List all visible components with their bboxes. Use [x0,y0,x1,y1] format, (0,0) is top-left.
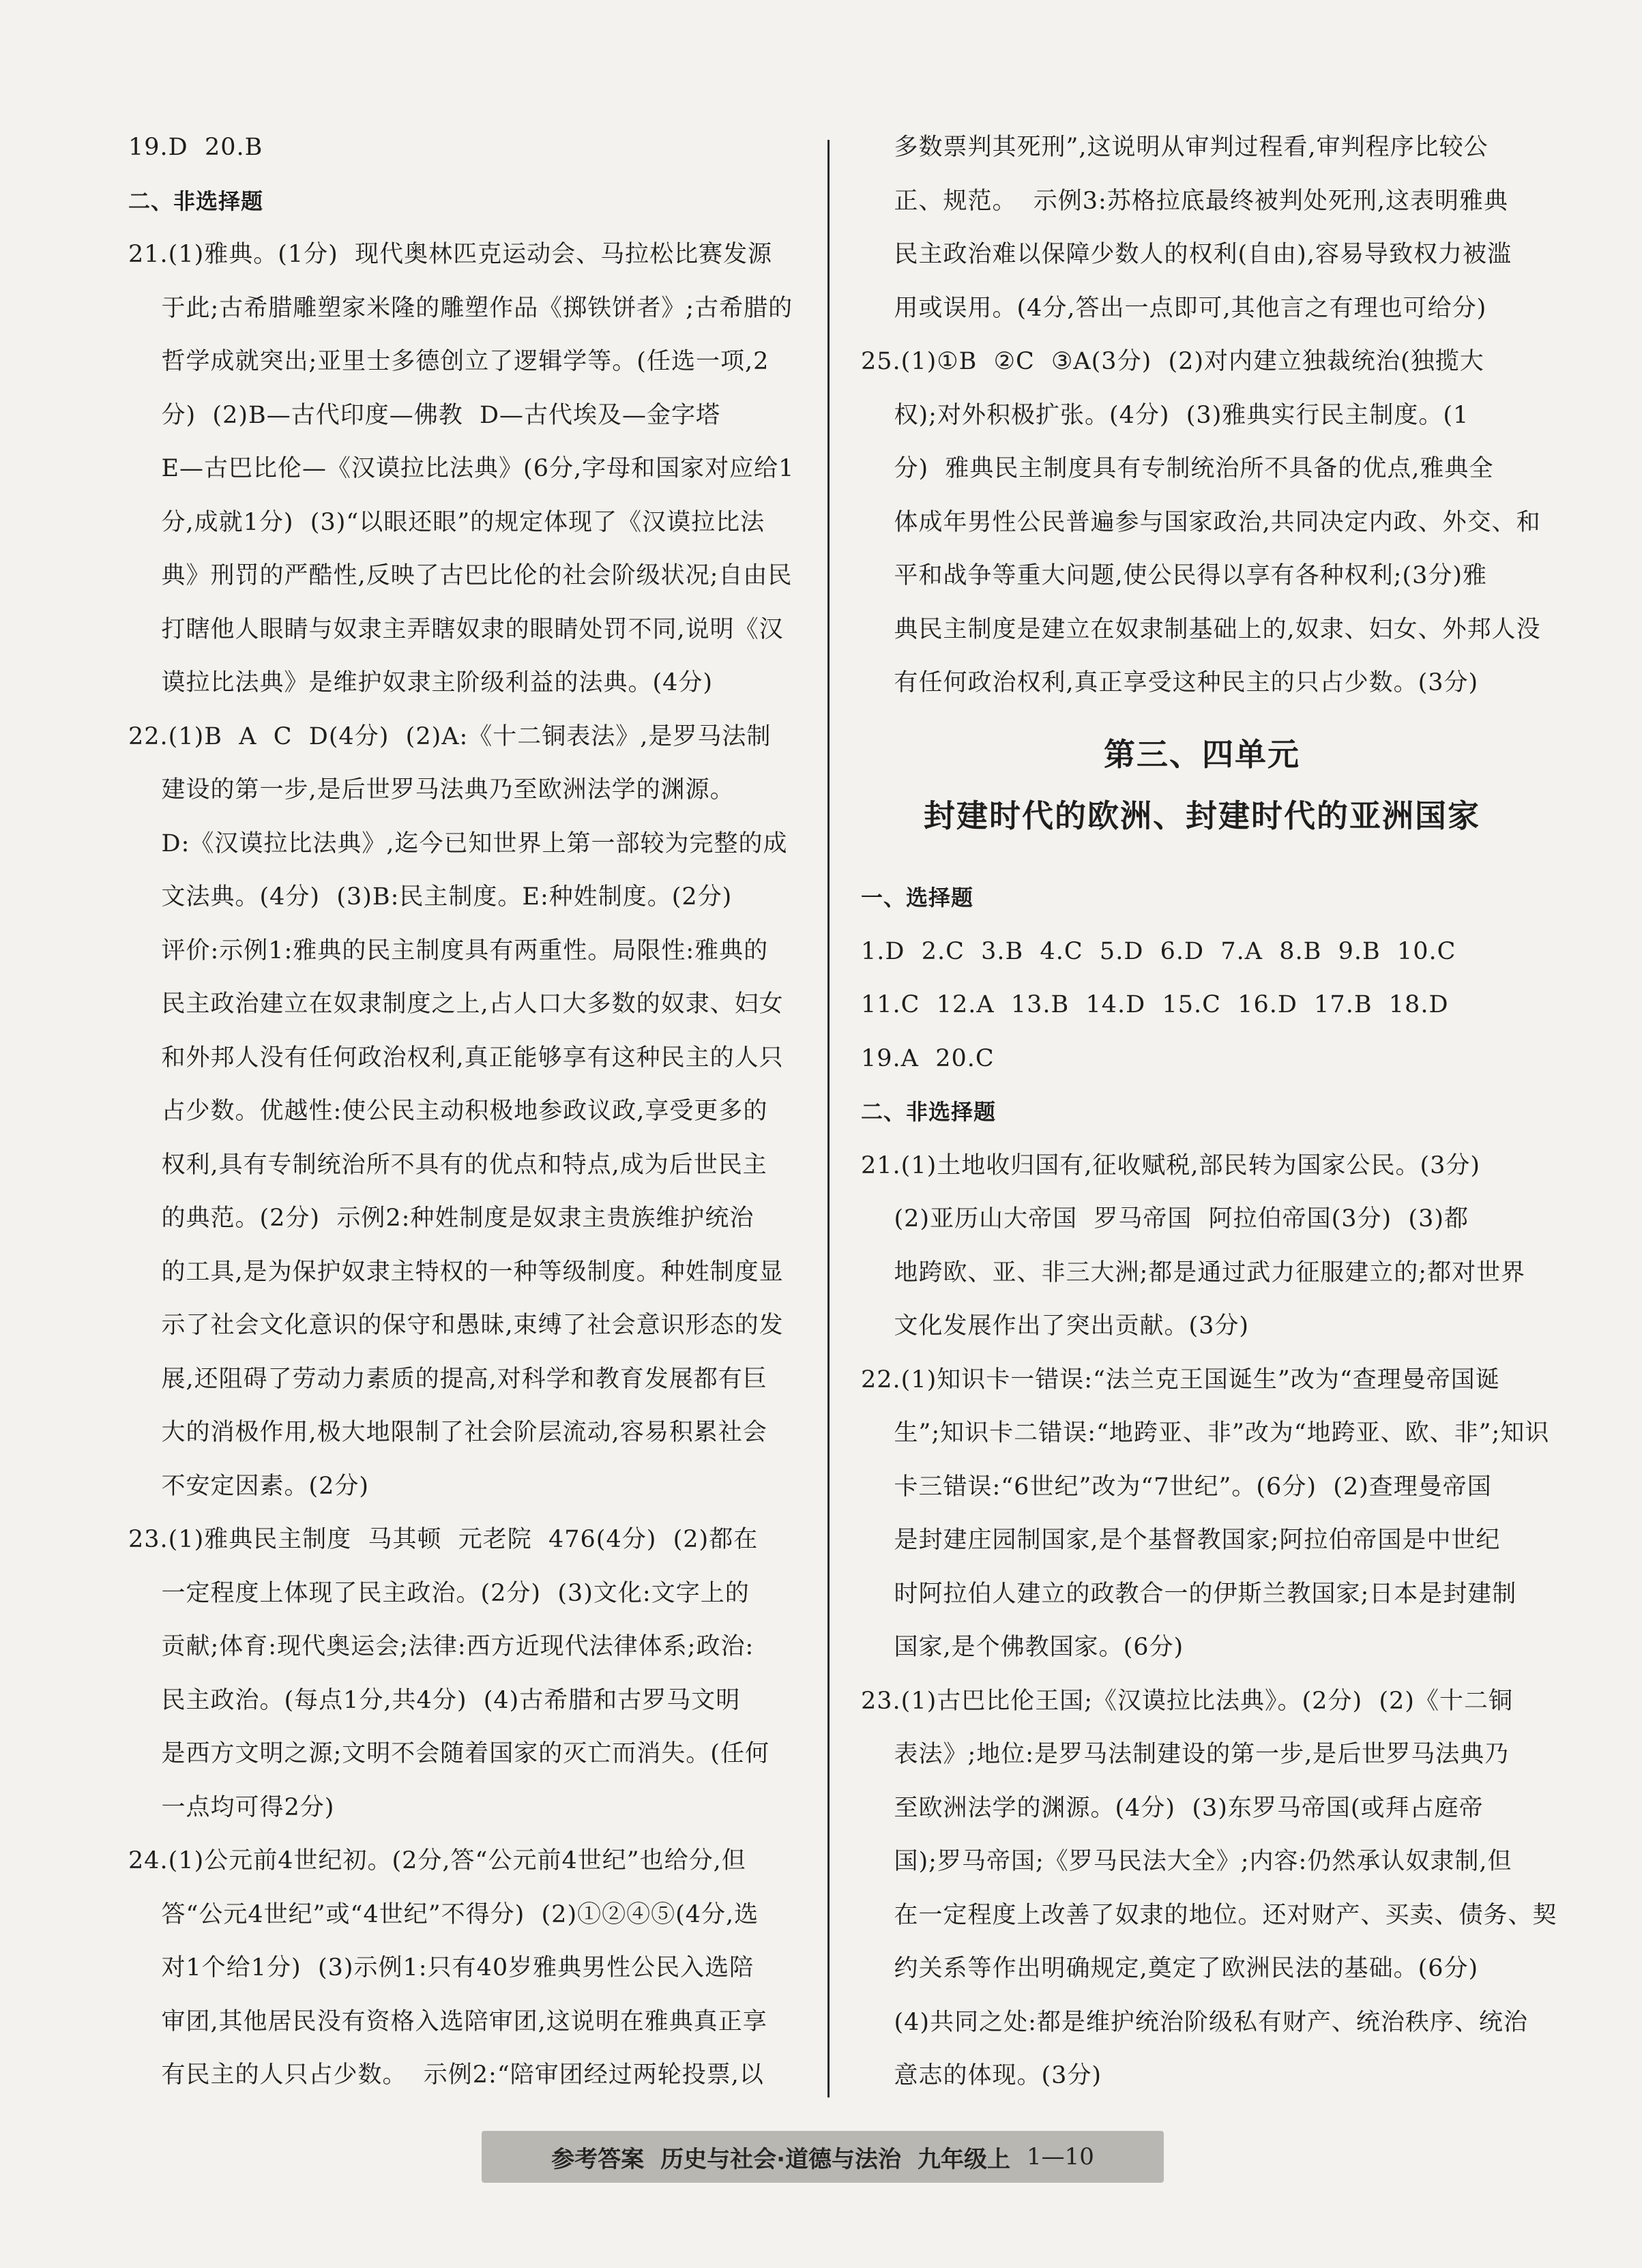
text-line: 民主政治。(每点1分,共4分) (4)古希腊和古罗马文明 [128,1686,741,1714]
text-line: 是封建庄园制国家,是个基督教国家;阿拉伯帝国是中世纪 [861,1527,1501,1554]
text-line: 谟拉比法典》是维护奴隶主阶级利益的法典。(4分) [128,669,714,696]
text-line: (4)共同之处:都是维护统治阶级私有财产、统治秩序、统治 [861,2008,1528,2036]
text-line: 文法典。(4分) (3)B:民主制度。E:种姓制度。(2分) [128,883,733,911]
text-line: 国);罗马帝国;《罗马民法大全》;内容:仍然承认奴隶制,但 [861,1848,1512,1875]
text-line: 一定程度上体现了民主政治。(2分) (3)文化:文字上的 [128,1579,750,1607]
text-line: 19.A 20.C [861,1044,995,1072]
text-line: 于此;古希腊雕塑家米隆的雕塑作品《掷铁饼者》;古希腊的 [128,294,793,322]
unit-subheading: 封建时代的欧洲、封建时代的亚洲国家 [924,797,1480,834]
text-line: 表法》;地位:是罗马法制建设的第一步,是后世罗马法典乃 [861,1741,1510,1768]
text-line: (2)亚历山大帝国 罗马帝国 阿拉伯帝国(3分) (3)都 [861,1205,1469,1233]
unit-heading: 第三、四单元 [1104,736,1300,773]
text-line: 24.(1)公元前4世纪初。(2分,答“公元前4世纪”也给分,但 [128,1847,746,1874]
text-line: 大的消极作用,极大地限制了社会阶层流动,容易积累社会 [128,1419,767,1446]
text-line: 11.C 12.A 13.B 14.D 15.C 16.D 17.B 18.D [861,991,1449,1018]
text-line: 分) (2)B—古代印度—佛教 D—古代埃及—金字塔 [128,401,721,429]
text-line: 卡三错误:“6世纪”改为“7世纪”。(6分) (2)查理曼帝国 [861,1473,1492,1501]
text-line: 至欧洲法学的渊源。(4分) (3)东罗马帝国(或拜占庭帝 [861,1794,1484,1822]
text-line: D:《汉谟拉比法典》,迄今已知世界上第一部较为完整的成 [128,829,788,857]
page-footer [482,2131,1164,2183]
text-line: 评价:示例1:雅典的民主制度具有两重性。局限性:雅典的 [128,937,769,964]
text-line: 占少数。优越性:使公民主动积极地参政议政,享受更多的 [128,1098,768,1125]
text-line: 地跨欧、亚、非三大洲;都是通过武力征服建立的;都对世界 [861,1258,1526,1286]
text-line: 权利,具有专制统治所不具有的优点和特点,成为后世民主 [128,1151,767,1179]
text-line: 典》刑罚的严酷性,反映了古巴比伦的社会阶级状况;自由民 [128,562,793,589]
text-line: 国家,是个佛教国家。(6分) [861,1634,1184,1661]
text-line: 23.(1)古巴比伦王国;《汉谟拉比法典》。(2分) (2)《十二铜 [861,1687,1513,1715]
text-line: 22.(1)B A C D(4分) (2)A:《十二铜表法》,是罗马法制 [128,722,772,750]
text-line: 典民主制度是建立在奴隶制基础上的,奴隶、妇女、外邦人没 [861,615,1541,643]
text-line: E—古巴比伦—《汉谟拉比法典》(6分,字母和国家对应给1 [128,455,795,482]
text-line: 和外邦人没有任何政治权利,真正能够享有这种民主的人只 [128,1044,784,1072]
text-line: 约关系等作出明确规定,奠定了欧洲民法的基础。(6分) [861,1955,1479,1982]
text-line: 多数票判其死刑”,这说明从审判过程看,审判程序比较公 [861,134,1489,161]
text-line: 22.(1)知识卡一错误:“法兰克王国诞生”改为“查理曼帝国诞 [861,1366,1500,1394]
text-line: 权);对外积极扩张。(4分) (3)雅典实行民主制度。(1 [861,401,1469,429]
page-number: 1—10 [1027,2143,1094,2170]
text-line: 25.(1)①B ②C ③A(3分) (2)对内建立独裁统治(独揽大 [861,348,1484,375]
text-line: 有民主的人只占少数。 示例2:“陪审团经过两轮投票,以 [128,2061,764,2089]
text-line: 意志的体现。(3分) [861,2062,1102,2089]
text-line: 民主政治难以保障少数人的权利(自由),容易导致权力被滥 [861,241,1512,268]
text-line: 23.(1)雅典民主制度 马其顿 元老院 476(4分) (2)都在 [128,1526,759,1553]
footer-grade: 九年级上 [918,2145,1010,2173]
text-line: 在一定程度上改善了奴隶的地位。还对财产、买卖、债务、契 [861,1901,1557,1929]
column-divider [827,140,830,2097]
text-line: 打瞎他人眼睛与奴隶主弄瞎奴隶的眼睛处罚不同,说明《汉 [128,615,784,643]
text-line: 文化发展作出了突出贡献。(3分) [861,1312,1250,1340]
text-line: 贡献;体育:现代奥运会;法律:西方近现代法律体系;政治: [128,1633,754,1660]
text-line: 有任何政治权利,真正享受这种民主的只占少数。(3分) [861,669,1479,696]
text-line: 展,还阻碍了劳动力素质的提高,对科学和教育发展都有巨 [128,1365,767,1393]
text-line: 民主政治建立在奴隶制度之上,占人口大多数的奴隶、妇女 [128,990,784,1018]
text-line: 一点均可得2分) [128,1793,335,1821]
section-heading: 二、非选择题 [128,188,264,214]
text-line: 正、规范。 示例3:苏格拉底最终被判处死刑,这表明雅典 [861,187,1508,215]
text-line: 21.(1)雅典。(1分) 现代奥林匹克运动会、马拉松比赛发源 [128,241,773,268]
text-line: 审团,其他居民没有资格入选陪审团,这说明在雅典真正享 [128,2007,767,2035]
text-line: 示了社会文化意识的保守和愚昧,束缚了社会意识形态的发 [128,1312,784,1339]
section-heading: 一、选择题 [861,885,974,911]
footer-subject: 历史与社会·道德与法治 [660,2145,901,2173]
text-line: 19.D 20.B [128,134,263,161]
text-line: 21.(1)土地收归国有,征收赋税,部民转为国家公民。(3分) [861,1151,1481,1179]
text-line: 的典范。(2分) 示例2:种姓制度是奴隶主贵族维护统治 [128,1205,754,1232]
text-line: 哲学成就突出;亚里士多德创立了逻辑学等。(任选一项,2 [128,348,769,375]
text-line: 答“公元4世纪”或“4世纪”不得分) (2)①②④⑤(4分,选 [128,1900,759,1928]
text-line: 的工具,是为保护奴隶主特权的一种等级制度。种姓制度显 [128,1258,784,1286]
text-line: 1.D 2.C 3.B 4.C 5.D 6.D 7.A 8.B 9.B 10.C [861,937,1456,965]
text-line: 分,成就1分) (3)“以眼还眼”的规定体现了《汉谟拉比法 [128,508,765,536]
text-line: 时阿拉伯人建立的政教合一的伊斯兰教国家;日本是封建制 [861,1580,1517,1608]
text-line: 平和战争等重大问题,使公民得以享有各种权利;(3分)雅 [861,562,1487,589]
text-line: 不安定因素。(2分) [128,1472,370,1500]
text-line: 用或误用。(4分,答出一点即可,其他言之有理也可给分) [861,294,1487,322]
footer-label: 参考答案 [551,2145,645,2173]
text-line: 是西方文明之源;文明不会随着国家的灭亡而消失。(任何 [128,1740,769,1767]
text-line: 体成年男性公民普遍参与国家政治,共同决定内政、外交、和 [861,508,1541,536]
text-line: 建设的第一步,是后世罗马法典乃至欧洲法学的渊源。 [128,776,735,804]
text-line: 对1个给1分) (3)示例1:只有40岁雅典男性公民入选陪 [128,1954,754,1982]
text-line: 分) 雅典民主制度具有专制统治所不具备的优点,雅典全 [861,455,1494,482]
section-heading: 二、非选择题 [861,1099,997,1125]
text-line: 生”;知识卡二错误:“地跨亚、非”改为“地跨亚、欧、非”;知识 [861,1419,1550,1447]
